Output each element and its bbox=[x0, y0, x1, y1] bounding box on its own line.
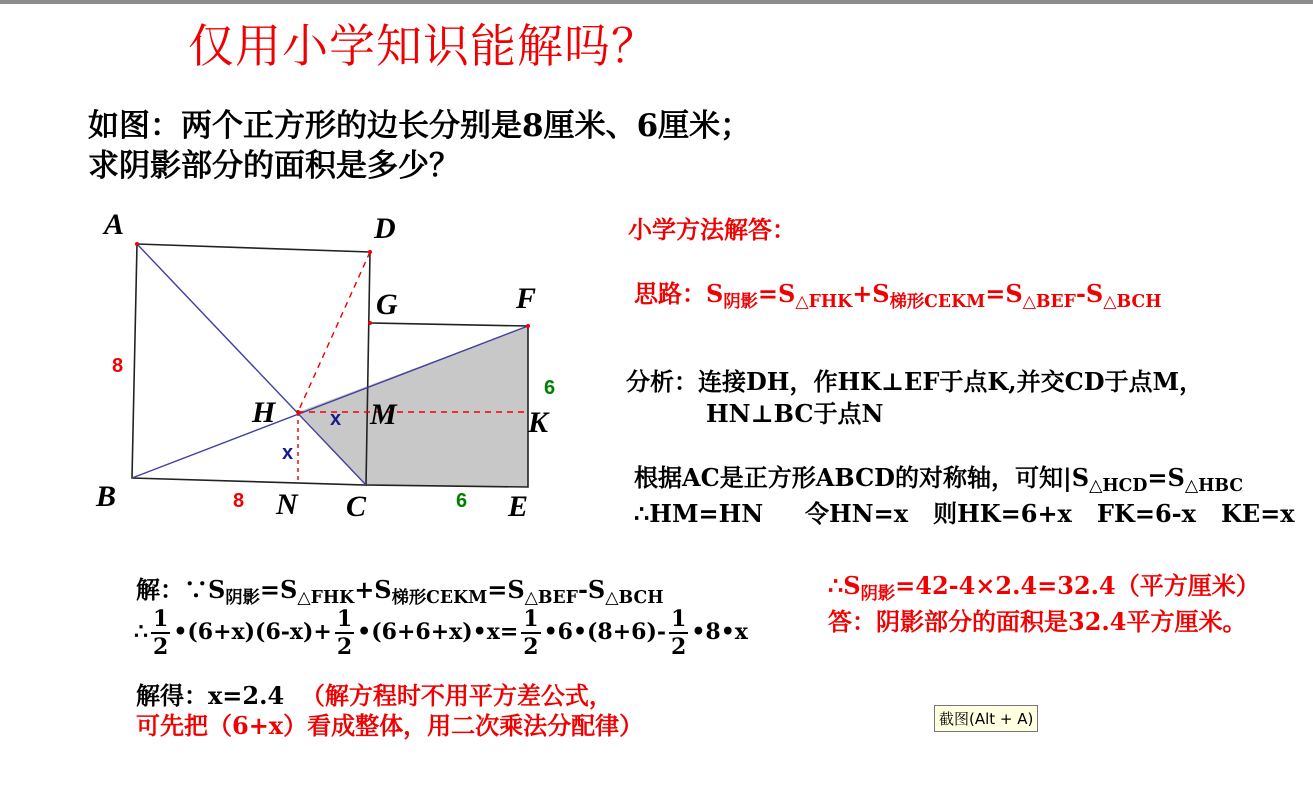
diagonal-ac bbox=[137, 244, 366, 485]
point-g-dot bbox=[368, 321, 372, 325]
analysis-line-1: 分析：连接DH，作HK⊥EF于点K,并交CD于点M， bbox=[626, 367, 1204, 396]
basis-line-1: 根据AC是正方形ABCD的对称轴，可知$|S_{\triangle HCD}=S_{\triangle HBC}$ bbox=[634, 463, 1244, 496]
fraction-half: $\frac{1}{2}$ bbox=[671, 606, 687, 660]
label-k: K bbox=[528, 406, 549, 439]
screenshot-tooltip: 截图(Alt + A) bbox=[934, 705, 1038, 732]
label-m: M bbox=[370, 398, 397, 431]
question-line-1: 如图：两个正方形的边长分别是8厘米、6厘米； bbox=[88, 108, 752, 144]
solution-heading: 小学方法解答： bbox=[628, 215, 796, 244]
solve-equation: ∴ $\frac{1}{2}$ •(6+x)(6-x)+ $\frac{1}{2}$ •(6+6+x)•x= $\frac{1}{2}$ •6•(8+6)- $\frac{1}{2}$ •8•x bbox=[134, 606, 748, 660]
dashed-dh bbox=[298, 252, 370, 412]
analysis-line-2: HN⊥BC于点N bbox=[706, 399, 884, 428]
label-c: C bbox=[346, 490, 367, 523]
side-length-8-bottom: 8 bbox=[233, 490, 245, 512]
fraction-half: $\frac{1}{2}$ bbox=[523, 606, 539, 660]
answer-final: 答：阴影部分的面积是32.4平方厘米。 bbox=[828, 607, 1247, 636]
point-f-dot bbox=[526, 324, 530, 328]
side-length-6-right: 6 bbox=[544, 377, 556, 399]
point-a-dot bbox=[135, 242, 139, 246]
slide-title: 仅用小学知识能解吗？ bbox=[188, 19, 658, 73]
label-h: H bbox=[252, 396, 276, 429]
variable-x-left: x bbox=[282, 442, 294, 464]
label-n: N bbox=[276, 488, 298, 521]
point-h-dot bbox=[296, 410, 300, 414]
geometry-figure bbox=[0, 0, 620, 540]
idea-formula: 思路：$S_{阴影}=S_{\triangle FHK}+S_{梯形CEKM}=S_{\triangle BEF}-S_{\triangle BCH}$ bbox=[634, 279, 1162, 312]
answer-calc: $\therefore S_{阴影}=42-4\times 2.4=32.4$（平方厘米） bbox=[828, 571, 1260, 604]
fraction-half: $\frac{1}{2}$ bbox=[336, 606, 353, 660]
basis-line-2: ∴HM=HN 令HN=x 则HK=6+x FK=6-x KE=x bbox=[634, 499, 1295, 528]
solve-result: 解得：x=2.4 （解方程时不用平方差公式， bbox=[136, 681, 613, 710]
label-g: G bbox=[376, 288, 398, 321]
point-d-dot bbox=[368, 250, 372, 254]
label-f: F bbox=[516, 282, 537, 315]
solve-note: 可先把（6+x）看成整体，用二次乘法分配律） bbox=[136, 711, 644, 740]
label-e: E bbox=[508, 490, 529, 523]
question-line-2: 求阴影部分的面积是多少？ bbox=[88, 148, 460, 184]
label-a: A bbox=[104, 208, 125, 241]
side-length-6-bottom: 6 bbox=[456, 490, 468, 512]
fraction-half: $\frac{1}{2}$ bbox=[153, 606, 169, 660]
side-length-8-left: 8 bbox=[112, 355, 124, 377]
shaded-region bbox=[298, 326, 528, 487]
label-b: B bbox=[96, 480, 117, 513]
variable-x-top: x bbox=[330, 408, 342, 430]
label-d: D bbox=[374, 212, 396, 245]
solve-line-1: 解：$\because S_{阴影}=S_{\triangle FHK}+S_{梯形CEKM}=S_{\triangle BEF}-S_{\triangle BCH}$ bbox=[136, 575, 664, 608]
